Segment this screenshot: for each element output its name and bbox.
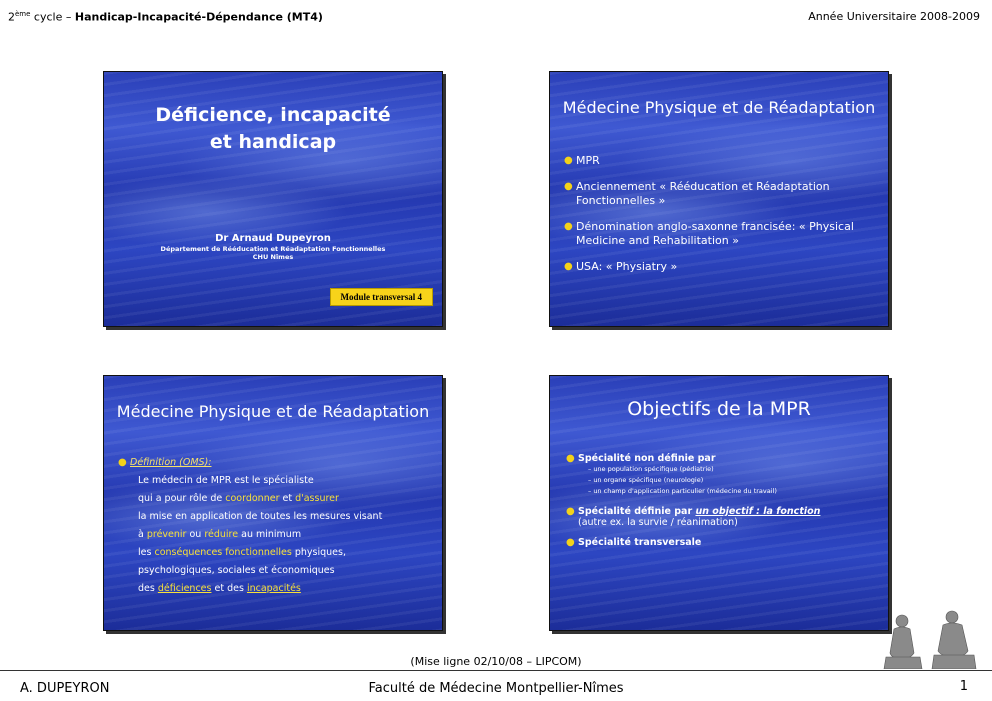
slide-author: Dr Arnaud Dupeyron bbox=[215, 233, 331, 244]
slide-3 bbox=[103, 375, 443, 631]
slide-2 bbox=[549, 71, 889, 327]
definition-line: à prévenir ou réduire au minimum bbox=[138, 529, 302, 540]
slide-title: Déficience, incapacité et handicap bbox=[155, 104, 391, 153]
bullet-dot-icon: ● bbox=[564, 261, 573, 272]
bullet-dot-icon: ● bbox=[566, 537, 575, 548]
bullet-list bbox=[564, 154, 880, 286]
slide-4 bbox=[549, 375, 889, 631]
page-number: 1 bbox=[959, 679, 968, 694]
definition-heading: ● Définition (OMS): bbox=[118, 457, 212, 468]
list-item: ● Anciennement « Rééducation et Réadaptation Fonctionnelles » bbox=[564, 180, 830, 207]
statues-logo-icon bbox=[880, 607, 980, 669]
header-course: 2ème cycle – Handicap-Incapacité-Dépendance (MT4) bbox=[8, 10, 323, 24]
bullet-dot-icon: ● bbox=[118, 457, 127, 468]
list-item: ● Spécialité définie par un objectif : la fonction (autre ex. la survie / réanimation) bbox=[566, 506, 821, 528]
list-item: ● USA: « Physiatry » bbox=[564, 260, 678, 273]
bullet-dot-icon: ● bbox=[564, 155, 573, 166]
sub-item: – un organe spécifique (neurologie) bbox=[588, 476, 704, 484]
bullet-dot-icon: ● bbox=[564, 181, 573, 192]
sub-item: – un champ d'application particulier (médecine du travail) bbox=[588, 487, 777, 495]
definition-line: Le médecin de MPR est le spécialiste bbox=[138, 475, 314, 486]
definition-line: qui a pour rôle de coordonner et d'assurer bbox=[138, 493, 339, 504]
definition-block bbox=[118, 457, 436, 598]
bullet-dot-icon: ● bbox=[564, 221, 573, 232]
bullet-dot-icon: ● bbox=[566, 506, 575, 517]
sub-item: – une population spécifique (pédiatrie) bbox=[588, 465, 714, 473]
slide-department: Département de Rééducation et Réadaptation Fonctionnelles CHU Nîmes bbox=[160, 245, 386, 261]
course-title: Handicap-Incapacité-Dépendance (MT4) bbox=[74, 10, 323, 24]
list-item: ● Spécialité transversale bbox=[566, 537, 702, 548]
list-item: ● Dénomination anglo-saxonne francisée: « Physical Medicine and Rehabilitation » bbox=[564, 220, 854, 247]
list-item: ● MPR bbox=[564, 154, 600, 167]
academic-year: Année Universitaire 2008-2009 bbox=[808, 10, 980, 23]
slide-title: Médecine Physique et de Réadaptation bbox=[562, 98, 876, 117]
footer-author: A. DUPEYRON bbox=[20, 681, 110, 696]
slide-title: Objectifs de la MPR bbox=[627, 398, 811, 420]
module-badge: Module transversal 4 bbox=[330, 288, 434, 306]
footer-faculty: Faculté de Médecine Montpellier-Nîmes bbox=[368, 681, 624, 696]
list-item: ● Spécialité non définie par bbox=[566, 453, 716, 464]
bullet-dot-icon: ● bbox=[566, 453, 575, 464]
definition-line: la mise en application de toutes les mesures visant bbox=[138, 511, 383, 522]
footer-note: (Mise ligne 02/10/08 – LIPCOM) bbox=[410, 655, 582, 668]
footer-divider bbox=[0, 670, 992, 671]
slide-title: Médecine Physique et de Réadaptation bbox=[116, 402, 430, 421]
definition-line: les conséquences fonctionnelles physiques, bbox=[138, 547, 346, 558]
definition-line: des déficiences et des incapacités bbox=[138, 583, 301, 594]
bullet-list bbox=[566, 453, 880, 548]
slide-1 bbox=[103, 71, 443, 327]
definition-line: psychologiques, sociales et économiques bbox=[138, 565, 335, 576]
